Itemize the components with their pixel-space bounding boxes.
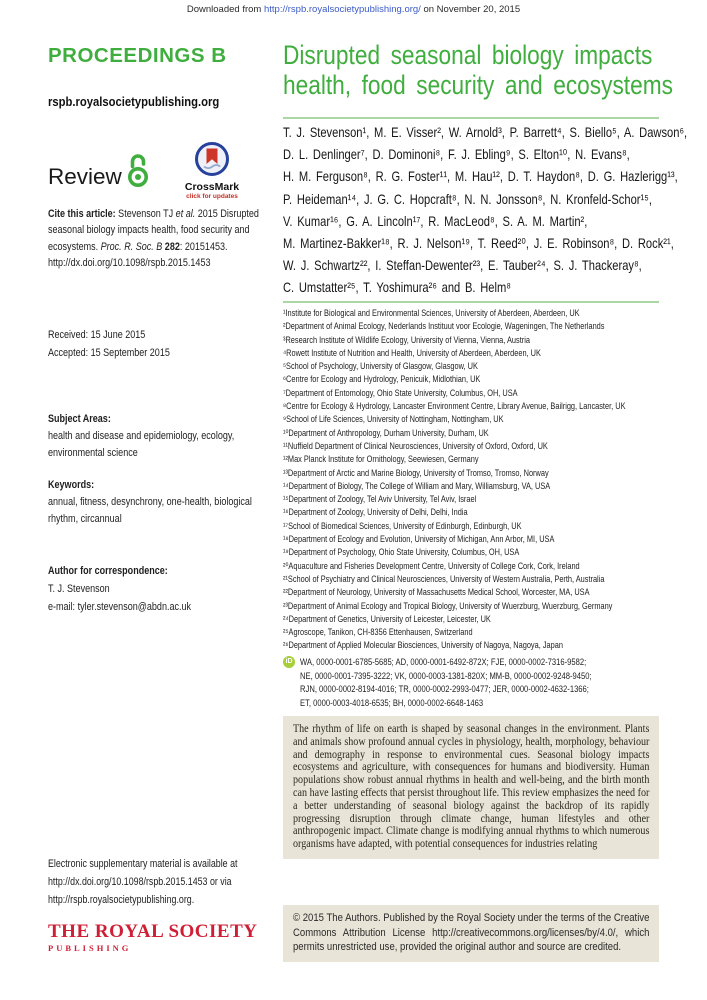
keywords-block <box>48 477 265 528</box>
author-rule-bottom <box>283 301 659 303</box>
correspondence-name: T. J. Stevenson <box>48 583 110 595</box>
orcid-id-line: NE, 0000-0001-7395-3222; VK, 0000-0003-1381-820X; MM-B, 0000-0002-9248-9450; <box>300 670 592 681</box>
crossmark-label: CrossMark <box>184 181 240 193</box>
cite-authors: Stevenson TJ <box>115 208 176 220</box>
copyright-text: © 2015 The Authors. Published by the Royal Society under the terms of the Creative Commons Attribution License http://creativecommons.org/licenses/by/4.0/, which permits unrestricted use, provided the original author and source are credited. <box>293 912 650 954</box>
author-line: D. L. Denlinger⁷, D. Dominoni⁸, F. J. Ebling⁹, S. Elton¹⁰, N. Evans⁸, <box>283 147 630 163</box>
received-value: 15 June 2015 <box>88 329 146 341</box>
supplementary-site-link[interactable]: http://rspb.royalsocietypublishing.org <box>48 893 192 906</box>
received-row <box>48 326 265 344</box>
affiliation-line: ¹³Department of Arctic and Marine Biology, University of Tromso, Tromso, Norway <box>283 467 549 478</box>
affiliation-line: ²Department of Animal Ecology, Nederlands Instituut voor Ecologie, Wageningen, The Netherlands <box>283 321 605 332</box>
author-line: V. Kumar¹⁶, G. A. Lincoln¹⁷, R. MacLeod⁸, S. A. M. Martin², <box>283 213 588 229</box>
orcid-id-list <box>300 656 707 711</box>
affiliation-line: ⁸Centre for Ecology & Hydrology, Lancaster Environment Centre, Library Avenue, Bailrigg, Lancaster, UK <box>283 401 626 412</box>
download-banner-prefix: Downloaded from <box>186 4 264 15</box>
affiliation-line: ²⁴Department of Genetics, University of Leicester, Leicester, UK <box>283 613 491 624</box>
subject-areas-label: Subject Areas: <box>48 413 111 425</box>
supplementary-text-2: or via <box>207 875 232 888</box>
author-list <box>283 122 705 300</box>
affiliation-line: ⁶Centre for Ecology and Hydrology, Penicuik, Midlothian, UK <box>283 374 481 385</box>
crossmark-badge[interactable] <box>183 141 241 200</box>
affiliation-line: ⁵School of Psychology, University of Glasgow, Glasgow, UK <box>283 361 478 372</box>
supplementary-note <box>48 856 265 909</box>
author-line: H. M. Ferguson⁸, R. G. Foster¹¹, M. Hau¹², D. T. Haydon⁸, D. G. Hazlerigg¹³, <box>283 169 678 185</box>
keywords-value: annual, fitness, desynchrony, one-health, biological rhythm, circannual <box>48 496 252 525</box>
supplementary-doi-link[interactable]: http://dx.doi.org/10.1098/rspb.2015.1453 <box>48 875 208 888</box>
received-label: Received: <box>48 329 89 341</box>
supplementary-text: Electronic supplementary material is available at <box>48 858 238 870</box>
cite-pages: : 20151453. <box>179 240 228 253</box>
download-banner-url-link[interactable]: http://rspb.royalsocietypublishing.org/ <box>263 4 421 15</box>
affiliation-line: ¹⁶Department of Zoology, University of Delhi, Delhi, India <box>283 507 468 518</box>
affiliation-list <box>283 307 705 653</box>
accepted-label: Accepted: <box>48 347 89 359</box>
cite-volume: 282 <box>164 240 180 253</box>
correspondence-block <box>48 562 265 616</box>
crossmark-subtext: click for updates <box>186 193 238 200</box>
citation-block <box>48 206 265 272</box>
subject-areas-value: health and disease and epidemiology, ecology, environmental science <box>48 430 235 459</box>
affiliation-line: ¹⁴Department of Biology, The College of William and Mary, Williamsburg, VA, USA <box>283 480 551 491</box>
cite-doi-link[interactable]: http://dx.doi.org/10.1098/rspb.2015.1453 <box>48 257 211 270</box>
cite-etal: et al. <box>175 208 196 220</box>
affiliation-line: ¹⁸Department of Ecology and Evolution, University of Michigan, Ann Arbor, MI, USA <box>283 534 555 545</box>
affiliation-line: ¹⁹Department of Psychology, Ohio State University, Columbus, OH, USA <box>283 547 520 558</box>
orcid-icon: iD <box>283 656 295 668</box>
affiliation-line: ⁷Department of Entomology, Ohio State University, Columbus, OH, USA <box>283 387 518 398</box>
affiliation-line: ¹⁰Department of Anthropology, Durham University, Durham, UK <box>283 427 489 438</box>
journal-wordmark: PROCEEDINGS B <box>48 44 227 67</box>
orcid-id-line: ET, 0000-0003-4018-6535; BH, 0000-0002-6648-1463 <box>300 698 484 709</box>
affiliation-line: ¹¹Nuffield Department of Clinical Neurosciences, University of Oxford, Oxford, UK <box>283 440 548 451</box>
open-access-icon <box>126 150 150 197</box>
affiliation-line: ¹²Max Planck Institute for Ornithology, Seewiesen, Germany <box>283 454 479 465</box>
affiliation-line: ²¹School of Psychiatry and Clinical Neurosciences, University of Western Australia, Perth, Australia <box>283 573 605 584</box>
cite-title: 2015 Disrupted seasonal biology impacts health, food security and ecosystems. <box>48 208 259 253</box>
journal-site-url: rspb.royalsocietypublishing.org <box>48 95 220 109</box>
affiliation-line: ¹⁵Department of Zoology, Tel Aviv University, Tel Aviv, Israel <box>283 494 477 505</box>
author-line: M. Martinez-Bakker¹⁸, R. J. Nelson¹⁹, T. Reed²⁰, J. E. Robinson⁸, D. Rock²¹, <box>283 236 674 252</box>
royal-society-wordmark: THE ROYAL SOCIETY <box>48 921 258 942</box>
author-line: T. J. Stevenson¹, M. E. Visser², W. Arnold³, P. Barrett⁴, S. Biello⁵, A. Dawson⁶, <box>283 125 688 140</box>
affiliation-line: ²⁰Aquaculture and Fisheries Development Centre, University of College Cork, Cork, Ireland <box>283 560 580 571</box>
affiliation-line: ²³Department of Animal Ecology and Tropical Biology, University of Wuerzburg, Wuerzburg, Germany <box>283 600 613 611</box>
abstract-text: The rhythm of life on earth is shaped by seasonal changes in the environment. Plants and animals show profound annual cycles in physiology, health, morphology, behaviour and demography in response to environmental cues. Seasonal biology impacts ecosystems and agriculture, with consequences for humans and biodiversity. Human populations show robust annual rhythms in health and well-being, and the birth month can have lasting effects that persist throughout life. This review emphasizes the need for a better understanding of seasonal biology against the backdrop of its rapidly progressing disruption through climate change, human lifestyles and other anthropogenic impact. Climate change is modifying annual rhythms to which numerous organisms have adapted, with potential consequences for industries relating <box>293 723 650 851</box>
article-type-label: Review <box>48 164 122 189</box>
affiliation-line: ¹⁷School of Biomedical Sciences, University of Edinburgh, Edinburgh, UK <box>283 520 522 531</box>
email-link[interactable]: tyler.stevenson@abdn.ac.uk <box>77 601 192 613</box>
affiliation-line: ²⁶Department of Applied Molecular Biosciences, University of Nagoya, Nagoya, Japan <box>283 640 563 651</box>
author-rule-top <box>283 117 659 119</box>
download-banner-suffix: on November 20, 2015 <box>420 4 521 15</box>
cite-label: Cite this article: <box>48 208 116 220</box>
affiliation-line: ²⁵Agroscope, Tanikon, CH-8356 Ettenhausen, Switzerland <box>283 627 473 638</box>
subject-areas-block <box>48 411 265 462</box>
affiliation-line: ⁴Rowett Institute of Nutrition and Health, University of Aberdeen, Aberdeen, UK <box>283 347 541 358</box>
article-title: Disrupted seasonal biology impacts health, food security and ecosystems <box>283 40 673 100</box>
download-banner <box>0 4 707 15</box>
accepted-value: 15 September 2015 <box>88 347 170 359</box>
correspondence-label: Author for correspondence: <box>48 565 168 577</box>
publishing-wordmark: PUBLISHING <box>48 943 132 953</box>
author-line: C. Umstatter²⁵, T. Yoshimura²⁶ and B. Helm⁸ <box>283 280 511 296</box>
author-line: P. Heideman¹⁴, J. G. C. Hopcraft⁸, N. N. Jonsson⁸, N. Kronfeld-Schor¹⁵, <box>283 191 652 207</box>
crossmark-icon <box>194 164 230 181</box>
orcid-id-line: RJN, 0000-0002-8194-4016; TR, 0000-0002-2993-0477; JER, 0000-0002-4632-1366; <box>300 684 589 695</box>
correspondence-email-row <box>48 598 265 616</box>
supplementary-text-3: . <box>191 893 195 906</box>
publisher-logo <box>48 921 257 953</box>
affiliation-line: ⁹School of Life Sciences, University of Nottingham, Nottingham, UK <box>283 414 504 425</box>
history-dates <box>48 326 265 362</box>
keywords-label: Keywords: <box>48 479 95 491</box>
affiliation-line: ³Research Institute of Wildlife Ecology, University of Vienna, Vienna, Austria <box>283 334 530 345</box>
cite-journal: Proc. R. Soc. B <box>100 240 165 253</box>
accepted-row <box>48 344 265 362</box>
affiliation-line: ¹Institute for Biological and Environmental Sciences, University of Aberdeen, Aberdeen, UK <box>283 308 580 318</box>
copyright-box <box>283 905 659 962</box>
affiliation-line: ²²Department of Neurology, University of Massachusetts Medical School, Worcester, MA, USA <box>283 587 590 598</box>
email-label: e-mail: <box>48 601 78 613</box>
author-line: W. J. Schwartz²², I. Steffan-Dewenter²³, E. Tauber²⁴, S. J. Thackeray⁸, <box>283 258 642 274</box>
abstract-box <box>283 716 659 859</box>
orcid-id-line: WA, 0000-0001-6785-5685; AD, 0000-0001-6492-872X; FJE, 0000-0002-7316-9582; <box>300 657 587 667</box>
